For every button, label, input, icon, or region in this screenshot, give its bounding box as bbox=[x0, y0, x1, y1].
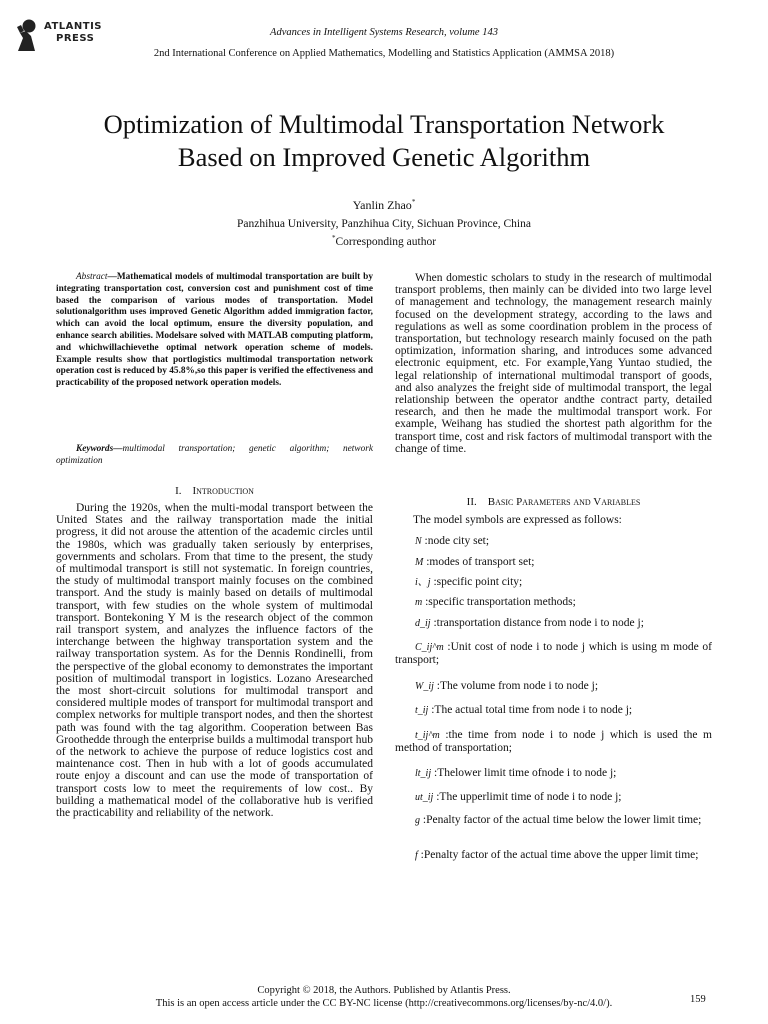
conference-line: 2nd International Conference on Applied Mathematics, Modelling and Statistics Application (AMMSA 2018) bbox=[153, 48, 615, 59]
symbol-item: m :specific transportation methods; bbox=[415, 596, 576, 608]
corresponding-note: *Corresponding author bbox=[331, 234, 437, 248]
symbol-item: N :node city set; bbox=[415, 535, 490, 547]
abstract: Abstract—Mathematical models of multimodal transportation are built by integrating transportation cost, conversion cost and punishment cost of time based the comparison of various modes of transportation. Model solutionalgorithm uses improved Genetic Algorithm added immigration factor, which can avoid the local optimum, ensure the diversity population, and enhance search abilities. Modelsare solved with MATLAB computing platform, and whichwillachievethe optimal network operation scheme of models. Example results show that portlogistics multimodal transportation network operation cost is reduced by 45.8%,so this paper is verified the effectiveness and practicability of the proposed network operation models. bbox=[56, 272, 373, 389]
symbol-item: t_ij :The actual total time from node i to node j; bbox=[415, 704, 633, 716]
page-number: 159 bbox=[690, 994, 706, 1005]
symbol-item: ut_ij :The upperlimit time of node i to node j; bbox=[415, 791, 622, 803]
symbol-item: d_ij :transportation distance from node i to node j; bbox=[415, 617, 644, 629]
keywords: Keywords—multimodal transportation; genetic algorithm; network optimization bbox=[56, 444, 373, 466]
symbol-item: C_ij^m :Unit cost of node i to node j which is using m mode of transport; bbox=[395, 641, 713, 667]
logo-wordmark: ATLANTIS PRESS bbox=[44, 21, 103, 44]
section-heading-introduction: I. Introduction bbox=[175, 485, 254, 497]
symbol-item: g :Penalty factor of the actual time below the lower limit time; bbox=[415, 814, 702, 826]
right-column-paragraph: When domestic scholars to study in the research of multimodal transport problems, then mainly can be divided into two large level of management and technology, the management research mainly focused on the development strategy, according to the laws and regulations as well as some coordination problem in the process of transportation, but technology research mainly focused on the path optimization, information sharing, and introduces some advanced electronic equipment, etc. For example,Yang Yuntao studied, the legal relationship of international multimodal transport of goods, and also analyzes the freight side of multimodal transport, the legal relationship between the operator andthe contract party, detailed research, and then he made the multimodal transport work. For example, Weihang has studied the shortest path algorithm for the transport time, cost and risk factors of multimodal transport with the change of time. bbox=[395, 272, 712, 455]
symbol-item: f :Penalty factor of the actual time above the upper limit time; bbox=[415, 849, 699, 861]
symbol-item: i、j :specific point city; bbox=[415, 576, 523, 588]
symbol-item: t_ij^m :the time from node i to node j which is used the m method of transportation; bbox=[395, 729, 712, 755]
section-heading-parameters: II. Basic Parameters and Variables bbox=[466, 496, 641, 508]
introduction-paragraph: During the 1920s, when the multi-modal transport between the United States and the railway transportation made the initial progress, it did not arouse the attention of the academic circles until the 1980s, which was gradually taken seriously by enterprises, governments and scholars. From that time to the present, the study of multimodal transport is still not systematic. In foreign countries, the study of multimodal transport mainly focuses on the combined transport. And the study is mainly based on details of multimodal transport, with few studies on the whole system of multimodal transport. Bontekoning Y M is the research object of the common rail transport system, and analyzes the influence factors of the interchange between the highway transportation system and the railway transportation system. As for the Dennis Rondinelli, from the perspective of the global economy to demonstrates the important position of multimodal transport in logistics. Lozano Aresearched the most short-circuit solutions for multimodal transport and considered multiple modes of transport for multimodal transport and complex networks for multiple transport nodes, and then the shortest path was found with the tag algorithm. Cooperation between Bas Groothedde through the enterprise builds a multimodal transport hub of the network to achieve the purpose of reduce logistics cost and maintenance cost. Then in hub with a lot of goods accumulated route enjoy a discount and can use the mode of transportation of transport costs low to meet the requirements of low cost.. By building a mathematical model of the collaborative hub is verified the practicability and reliability of the network. bbox=[56, 502, 373, 820]
journal-line: Advances in Intelligent Systems Research, volume 143 bbox=[270, 27, 498, 38]
author-name: Yanlin Zhao* bbox=[352, 198, 416, 212]
symbols-intro: The model symbols are expressed as follows: bbox=[413, 514, 622, 526]
title-line-1: Optimization of Multimodal Transportation Network bbox=[103, 109, 665, 139]
title-line-2: Based on Improved Genetic Algorithm bbox=[177, 142, 591, 172]
symbol-item: M :modes of transport set; bbox=[415, 556, 535, 568]
affiliation-block bbox=[0, 217, 768, 249]
copyright-line: Copyright © 2018, the Authors. Published by Atlantis Press. bbox=[257, 985, 511, 996]
affiliation: Panzhihua University, Panzhihua City, Sichuan Province, China bbox=[237, 218, 531, 230]
paper-title bbox=[40, 108, 728, 174]
symbol-item: lt_ij :Thelower limit time ofnode i to node j; bbox=[415, 767, 617, 779]
license-line: This is an open access article under the CC BY-NC license (http://creativecommons.org/licenses/by-nc/4.0/). bbox=[155, 998, 613, 1009]
symbol-item: W_ij :The volume from node i to node j; bbox=[415, 680, 599, 692]
